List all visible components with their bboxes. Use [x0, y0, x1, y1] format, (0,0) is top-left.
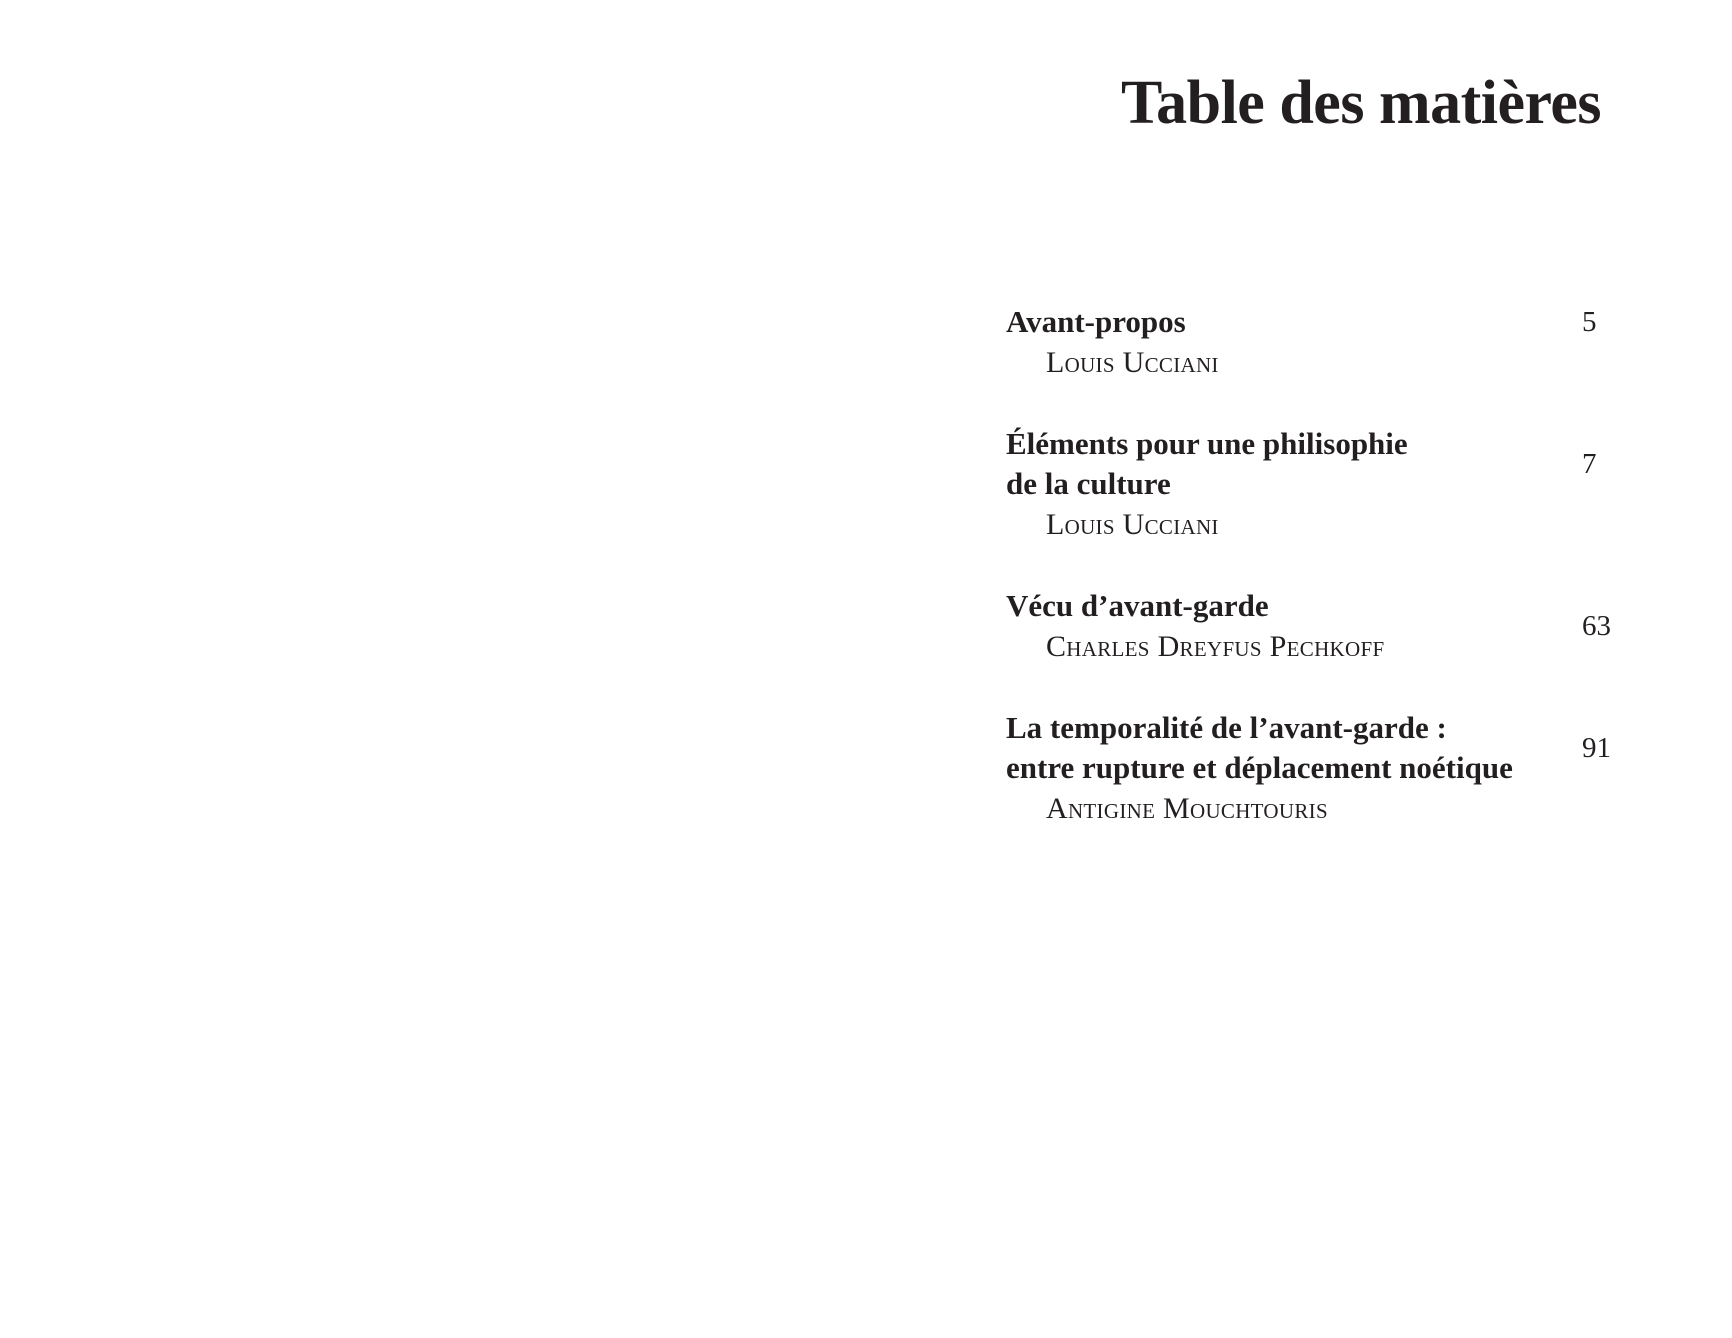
entry-title-line: Avant-propos: [1006, 304, 1186, 339]
entry-page-number: 7: [1582, 448, 1597, 480]
right-page: [1006, 0, 1626, 1338]
entry-page-number: 91: [1582, 732, 1611, 764]
entry-author: Louis Ucciani: [1046, 346, 1219, 379]
entry-author: Louis Ucciani: [1046, 508, 1219, 541]
table-of-contents: [1006, 302, 1626, 870]
entry-title-line: Vécu d’avant-garde: [1006, 588, 1269, 623]
entry-author: Charles Dreyfus Pechkoff: [1046, 630, 1385, 663]
toc-entry: [1006, 302, 1626, 384]
toc-heading: Table des matières: [1120, 69, 1602, 137]
toc-entry: [1006, 424, 1626, 546]
entry-title-line: entre rupture et déplacement noétique: [1006, 750, 1513, 785]
entry-title-line: La temporalité de l’avant-garde :: [1006, 710, 1447, 745]
entry-title-line: Éléments pour une philisophie: [1006, 426, 1408, 461]
entry-author: Antigine Mouchtouris: [1046, 792, 1328, 825]
toc-entry: [1006, 586, 1626, 668]
entry-page-number: 5: [1582, 306, 1597, 338]
entry-title-line: de la culture: [1006, 466, 1171, 501]
toc-entry: [1006, 708, 1626, 830]
entry-page-number: 63: [1582, 610, 1611, 642]
